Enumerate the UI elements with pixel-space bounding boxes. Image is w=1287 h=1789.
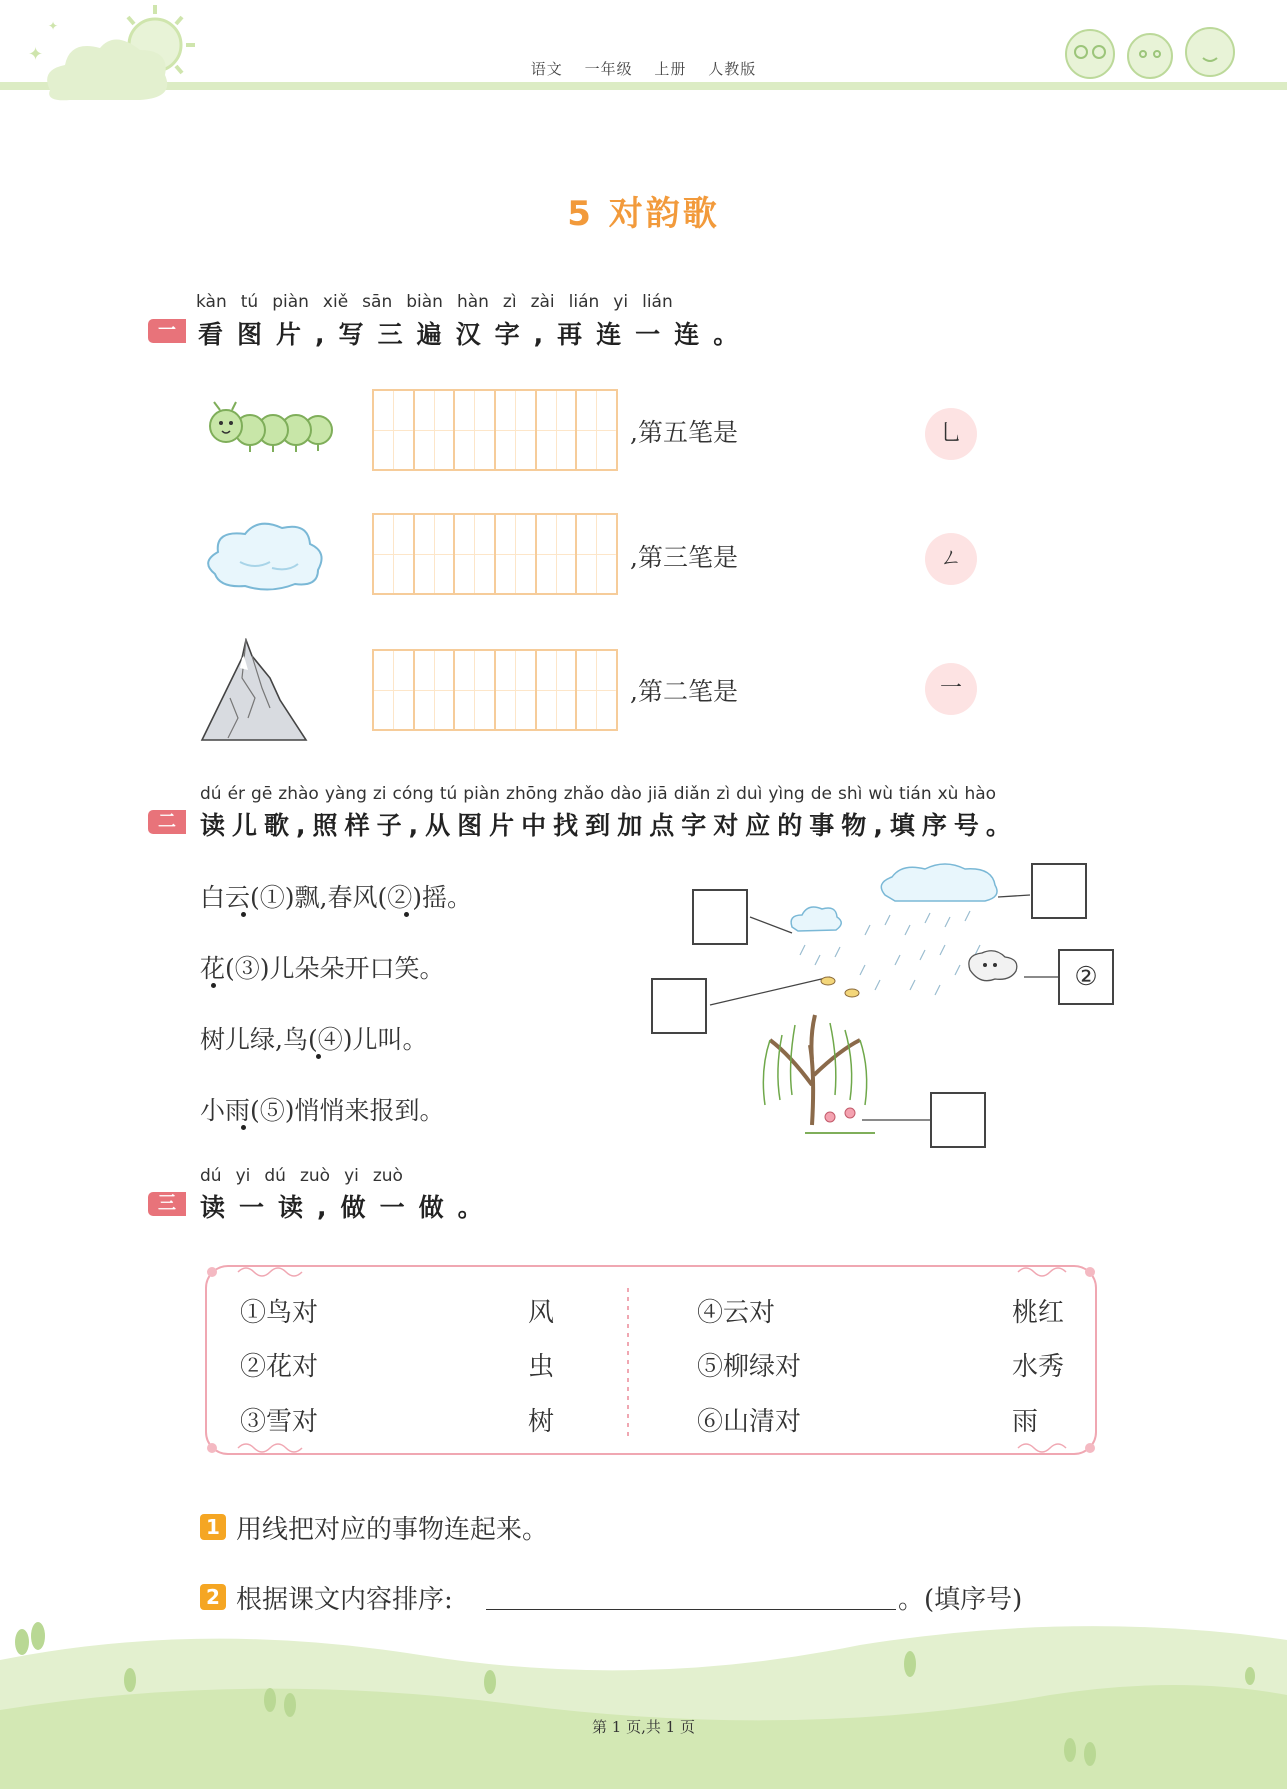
pinyin-syllable: cóng — [392, 784, 434, 804]
section-1-badge: 一 — [148, 319, 186, 343]
pinyin-syllable: tú — [439, 784, 458, 804]
page-title: 5 对韵歌 — [567, 194, 720, 234]
instruction-char: 找 — [553, 811, 579, 840]
section-3-instruction — [200, 1188, 497, 1224]
pinyin-syllable: gē — [251, 784, 273, 804]
header-grade: 一年级 — [584, 60, 633, 78]
section-3-pinyin — [200, 1166, 417, 1186]
instruction-char: 读 — [200, 1193, 226, 1222]
pinyin-syllable: zhōng — [506, 784, 558, 804]
question-2-number: 2 — [200, 1584, 226, 1610]
pinyin-syllable: biàn — [406, 292, 443, 312]
pair-label: ②花对 — [240, 1352, 319, 1382]
decorative-frame — [198, 1258, 1104, 1462]
writing-grid-3[interactable] — [372, 649, 618, 731]
pair-label: ①鸟对 — [240, 1298, 319, 1328]
instruction-char: 样 — [344, 811, 370, 840]
pinyin-syllable: zhào — [278, 784, 319, 804]
pinyin-syllable: jiā — [647, 784, 668, 804]
pinyin-syllable: zhǎo — [563, 784, 605, 804]
instruction-char: , — [296, 811, 306, 840]
instruction-char: , — [533, 320, 544, 349]
pair-match: 桃红 — [1012, 1298, 1065, 1328]
pinyin-syllable: kàn — [196, 292, 227, 312]
instruction-char: 到 — [585, 811, 611, 840]
question-1-number: 1 — [200, 1514, 226, 1540]
answer-box-flower[interactable] — [930, 1092, 986, 1148]
answer-box-small-cloud[interactable] — [692, 889, 748, 945]
pinyin-syllable: xù — [937, 784, 959, 804]
pinyin-syllable: hàn — [456, 292, 489, 312]
stroke-option-1[interactable]: 乚 — [925, 408, 977, 460]
emphasis-dot — [241, 912, 246, 917]
pinyin-syllable: zuò — [299, 1166, 331, 1186]
stroke-question-3: ,第二笔是 — [630, 677, 738, 706]
instruction-char: 子 — [376, 811, 402, 840]
question-2-text: 根据课文内容排序: — [236, 1585, 453, 1615]
instruction-char: 歌 — [264, 811, 290, 840]
pinyin-syllable: diǎn — [673, 784, 711, 804]
answer-box-bird[interactable] — [651, 978, 707, 1034]
pinyin-syllable: ér — [227, 784, 246, 804]
writing-grid-1[interactable] — [372, 389, 618, 471]
emphasis-dot — [211, 983, 216, 988]
instruction-char: 对 — [713, 811, 739, 840]
svg-text:✦: ✦ — [28, 44, 44, 65]
pinyin-syllable: yi — [344, 1166, 359, 1186]
instruction-char: 字 — [681, 811, 707, 840]
instruction-char: 物 — [841, 811, 867, 840]
cloud-image — [200, 512, 330, 597]
pair-match: 树 — [528, 1407, 555, 1437]
instruction-char: 应 — [745, 811, 771, 840]
writing-grid-2[interactable] — [372, 513, 618, 595]
instruction-char: 片 — [276, 320, 302, 349]
pinyin-syllable: shì — [837, 784, 863, 804]
stroke-question-1: ,第五笔是 — [630, 418, 738, 447]
pinyin-syllable: yi — [235, 1166, 251, 1186]
question-1-text: 用线把对应的事物连起来。 — [236, 1515, 549, 1545]
pair-match: 水秀 — [1012, 1352, 1065, 1382]
header-edition: 人教版 — [708, 60, 757, 78]
pair-label: ④云对 — [697, 1298, 776, 1328]
instruction-char: 读 — [200, 811, 226, 840]
answer-box-wind[interactable]: ② — [1058, 949, 1114, 1005]
instruction-char: 一 — [239, 1193, 265, 1222]
pinyin-syllable: xiě — [322, 292, 349, 312]
instruction-char: 一 — [635, 320, 661, 349]
header-course-info — [0, 58, 1287, 79]
section-3-badge: 三 — [148, 1192, 186, 1216]
pinyin-syllable: yìng — [768, 784, 805, 804]
instruction-char: 看 — [198, 320, 224, 349]
instruction-char: 中 — [521, 811, 547, 840]
instruction-char: 。 — [985, 811, 1011, 840]
poem-line-1: 白云(①)飘,春风(②)摇。 — [200, 883, 472, 912]
pinyin-syllable: duì — [736, 784, 763, 804]
instruction-char: 汉 — [455, 320, 481, 349]
poem-line-4: 小雨(⑤)悄悄来报到。 — [200, 1096, 445, 1125]
instruction-char: 字 — [494, 320, 520, 349]
section-2-instruction — [200, 806, 1018, 842]
instruction-char: 加 — [617, 811, 643, 840]
instruction-char: , — [408, 811, 419, 840]
instruction-char: 点 — [649, 811, 675, 840]
pinyin-syllable: sān — [362, 292, 393, 312]
pinyin-syllable: hào — [964, 784, 997, 804]
pinyin-syllable: zì — [502, 292, 517, 312]
instruction-char: 再 — [557, 320, 583, 349]
emphasis-dot — [316, 1054, 321, 1059]
instruction-char: 写 — [338, 320, 364, 349]
question-2-suffix: 。(填序号) — [898, 1585, 1023, 1615]
instruction-char: , — [873, 811, 883, 840]
instruction-char: 连 — [596, 320, 622, 349]
pinyin-syllable: tú — [240, 292, 259, 312]
header-term: 上册 — [654, 60, 687, 78]
pinyin-syllable: dú — [200, 784, 222, 804]
pinyin-syllable: zuò — [372, 1166, 403, 1186]
pinyin-syllable: lián — [642, 292, 673, 312]
pinyin-syllable: de — [810, 784, 832, 804]
instruction-char: , — [317, 1193, 327, 1222]
caterpillar-image — [200, 400, 340, 460]
emphasis-dot — [241, 1125, 246, 1130]
stroke-option-2[interactable]: ㄥ — [925, 533, 977, 585]
pair-match: 雨 — [1012, 1407, 1039, 1437]
poem-line-2: 花(③)儿朵朵开口笑。 — [200, 954, 445, 983]
section-2-pinyin — [200, 784, 1002, 804]
pinyin-syllable: zài — [530, 292, 555, 312]
instruction-char: 三 — [377, 320, 403, 349]
instruction-char: 片 — [489, 811, 515, 840]
pinyin-syllable: zì — [716, 784, 731, 804]
header-subject: 语文 — [530, 60, 563, 78]
pinyin-syllable: yi — [613, 292, 629, 312]
emphasis-dot — [404, 912, 409, 917]
page-number: 第 1 页,共 1 页 — [592, 1718, 695, 1736]
instruction-char: 的 — [777, 811, 803, 840]
sun-cloud-decoration — [20, 0, 220, 110]
svg-text:✦: ✦ — [48, 19, 59, 33]
pinyin-syllable: wù — [868, 784, 894, 804]
instruction-char: 图 — [237, 320, 263, 349]
instruction-char: 做 — [340, 1193, 366, 1222]
pinyin-syllable: dào — [610, 784, 642, 804]
section-1-instruction — [198, 315, 752, 351]
green-hills-decoration — [0, 1600, 1287, 1789]
pinyin-syllable: tián — [899, 784, 932, 804]
instruction-char: 事 — [809, 811, 835, 840]
instruction-char: 做 — [418, 1193, 444, 1222]
instruction-char: 填 — [889, 811, 915, 840]
instruction-char: 遍 — [416, 320, 442, 349]
instruction-char: 照 — [312, 811, 338, 840]
stroke-question-2: ,第三笔是 — [630, 543, 738, 572]
pinyin-syllable: yàng — [324, 784, 367, 804]
pair-match: 虫 — [528, 1352, 555, 1382]
section-1-pinyin — [196, 292, 687, 312]
instruction-char: 号 — [953, 811, 979, 840]
pinyin-syllable: zi — [372, 784, 387, 804]
stroke-option-3[interactable]: 一 — [925, 663, 977, 715]
pair-label: ⑤柳绿对 — [697, 1352, 802, 1382]
instruction-char: 图 — [457, 811, 483, 840]
instruction-char: 序 — [921, 811, 947, 840]
pair-label: ③雪对 — [240, 1407, 319, 1437]
poem-line-3: 树儿绿,鸟(④)儿叫。 — [200, 1025, 428, 1054]
pinyin-syllable: lián — [568, 292, 600, 312]
instruction-char: 读 — [278, 1193, 304, 1222]
pair-match: 风 — [528, 1298, 555, 1328]
pair-label: ⑥山清对 — [697, 1407, 802, 1437]
instruction-char: , — [315, 320, 325, 349]
instruction-char: 从 — [425, 811, 451, 840]
pinyin-syllable: dú — [200, 1166, 222, 1186]
instruction-char: 一 — [379, 1193, 405, 1222]
answer-box-rain-cloud[interactable] — [1031, 863, 1087, 919]
instruction-char: 儿 — [232, 811, 258, 840]
pinyin-syllable: dú — [264, 1166, 286, 1186]
mountain-image — [200, 638, 310, 743]
section-2-badge: 二 — [148, 810, 186, 834]
instruction-char: 。 — [457, 1193, 483, 1222]
instruction-char: 连 — [674, 320, 700, 349]
pinyin-syllable: piàn — [463, 784, 501, 804]
instruction-char: 。 — [713, 320, 739, 349]
pinyin-syllable: piàn — [272, 292, 309, 312]
